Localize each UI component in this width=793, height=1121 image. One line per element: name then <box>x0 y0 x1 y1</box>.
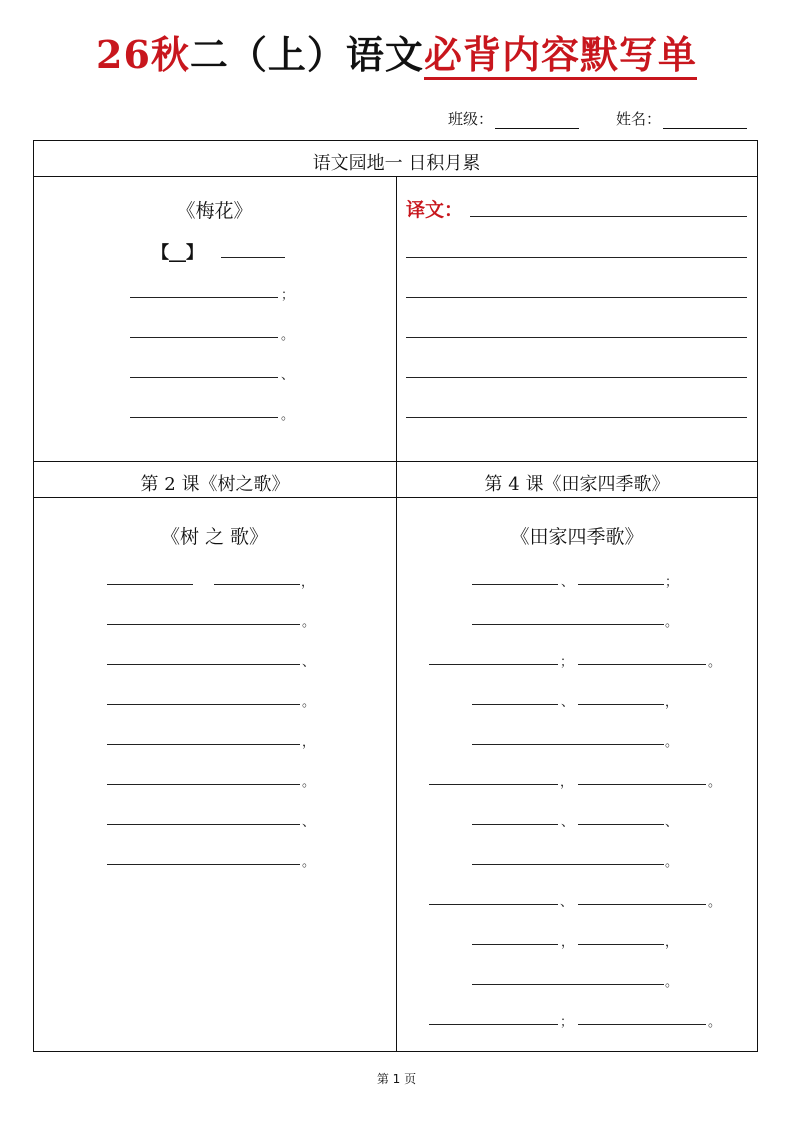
section-header-rijiyuelei: 语文园地一 日积月累 <box>312 153 481 174</box>
fill-blank[interactable] <box>472 624 664 625</box>
punct-period: 。 <box>302 855 316 870</box>
fill-blank[interactable] <box>107 864 300 865</box>
punct-period: 。 <box>665 975 679 990</box>
punct-dun: 、 <box>561 695 575 710</box>
worksheet-table <box>33 140 758 1052</box>
translation-blank[interactable] <box>406 297 747 298</box>
fill-blank[interactable] <box>130 297 278 298</box>
punct-period: 。 <box>708 895 722 910</box>
fill-blank[interactable] <box>107 704 300 705</box>
punct-comma: ， <box>302 735 316 750</box>
fill-blank[interactable] <box>472 824 558 825</box>
fill-blank[interactable] <box>130 417 278 418</box>
translation-blank[interactable] <box>406 417 747 418</box>
punct-dun: 、 <box>281 368 295 383</box>
class-blank[interactable] <box>495 110 579 129</box>
fill-blank[interactable] <box>107 584 193 585</box>
punct-period: 。 <box>281 328 295 343</box>
punct-semicolon: ； <box>560 655 574 670</box>
name-label: 姓名： <box>616 110 662 128</box>
poem-title-tianjiasijige: 《田家四季歌》 <box>510 526 644 548</box>
page-title <box>0 30 793 80</box>
punct-dun: 、 <box>665 815 679 830</box>
title-part-type: 必背内容默写单 <box>424 32 697 80</box>
translation-blank[interactable] <box>470 216 747 217</box>
title-part-subject: 二（上）语文 <box>189 32 424 77</box>
fill-blank[interactable] <box>130 337 278 338</box>
fill-blank[interactable] <box>578 784 706 785</box>
punct-comma: ， <box>665 695 679 710</box>
translation-blank[interactable] <box>406 337 747 338</box>
punct-period: 。 <box>281 408 295 423</box>
fill-blank[interactable] <box>107 624 300 625</box>
fill-blank[interactable] <box>578 584 664 585</box>
fill-blank[interactable] <box>472 864 664 865</box>
punct-dun: 、 <box>302 815 316 830</box>
fill-blank[interactable] <box>578 944 664 945</box>
punct-period: 。 <box>708 775 722 790</box>
section-header-tianjiasijige: 第 4 课《田家四季歌》 <box>484 474 670 495</box>
fill-blank[interactable] <box>578 824 664 825</box>
fill-blank[interactable] <box>130 377 278 378</box>
punct-period: 。 <box>708 1015 722 1030</box>
page-number: 第 1 页 <box>376 1072 417 1086</box>
punct-dun: 、 <box>302 655 316 670</box>
name-blank[interactable] <box>663 110 747 129</box>
column-divider <box>396 176 397 1051</box>
punct-period: 。 <box>302 615 316 630</box>
fill-blank[interactable] <box>214 584 300 585</box>
fill-blank[interactable] <box>472 584 558 585</box>
punct-period: 。 <box>665 615 679 630</box>
punct-dun: 、 <box>561 815 575 830</box>
fill-blank[interactable] <box>429 664 558 665</box>
punct-period: 。 <box>665 735 679 750</box>
dynasty-bracket: 【__】 <box>152 243 203 263</box>
fill-blank[interactable] <box>472 984 664 985</box>
fill-blank[interactable] <box>472 944 558 945</box>
punct-period: 。 <box>302 775 316 790</box>
fill-blank[interactable] <box>472 744 664 745</box>
fill-blank[interactable] <box>472 704 558 705</box>
class-label: 班级： <box>448 110 494 128</box>
poem-title-meihua: 《梅花》 <box>176 200 253 222</box>
punct-comma: ， <box>560 775 574 790</box>
translation-blank[interactable] <box>406 257 747 258</box>
poem-title-shuzhige: 《树 之 歌》 <box>160 526 269 548</box>
punct-comma: ， <box>561 935 575 950</box>
section-header-shuzhige: 第 2 课《树之歌》 <box>140 474 290 495</box>
author-blank[interactable] <box>221 257 285 258</box>
punct-dun: 、 <box>560 895 574 910</box>
punct-period: 。 <box>665 855 679 870</box>
fill-blank[interactable] <box>578 904 706 905</box>
punct-dun: 、 <box>561 575 575 590</box>
punct-semicolon: ； <box>281 288 295 303</box>
fill-blank[interactable] <box>578 1024 706 1025</box>
fill-blank[interactable] <box>429 784 558 785</box>
fill-blank[interactable] <box>107 784 300 785</box>
fill-blank[interactable] <box>578 704 664 705</box>
punct-comma: ， <box>665 935 679 950</box>
translation-label: 译文： <box>406 199 464 221</box>
fill-blank[interactable] <box>107 664 300 665</box>
punct-semicolon: ； <box>560 1015 574 1030</box>
name-field <box>616 108 747 134</box>
punct-semicolon: ； <box>665 575 679 590</box>
punct-period: 。 <box>302 695 316 710</box>
fill-blank[interactable] <box>107 744 300 745</box>
fill-blank[interactable] <box>107 824 300 825</box>
fill-blank[interactable] <box>429 1024 558 1025</box>
translation-blank[interactable] <box>406 377 747 378</box>
title-part-grade: 26秋 <box>96 32 190 77</box>
punct-comma: ， <box>301 575 315 590</box>
fill-blank[interactable] <box>429 904 558 905</box>
fill-blank[interactable] <box>578 664 706 665</box>
class-field <box>448 108 579 134</box>
punct-period: 。 <box>708 655 722 670</box>
